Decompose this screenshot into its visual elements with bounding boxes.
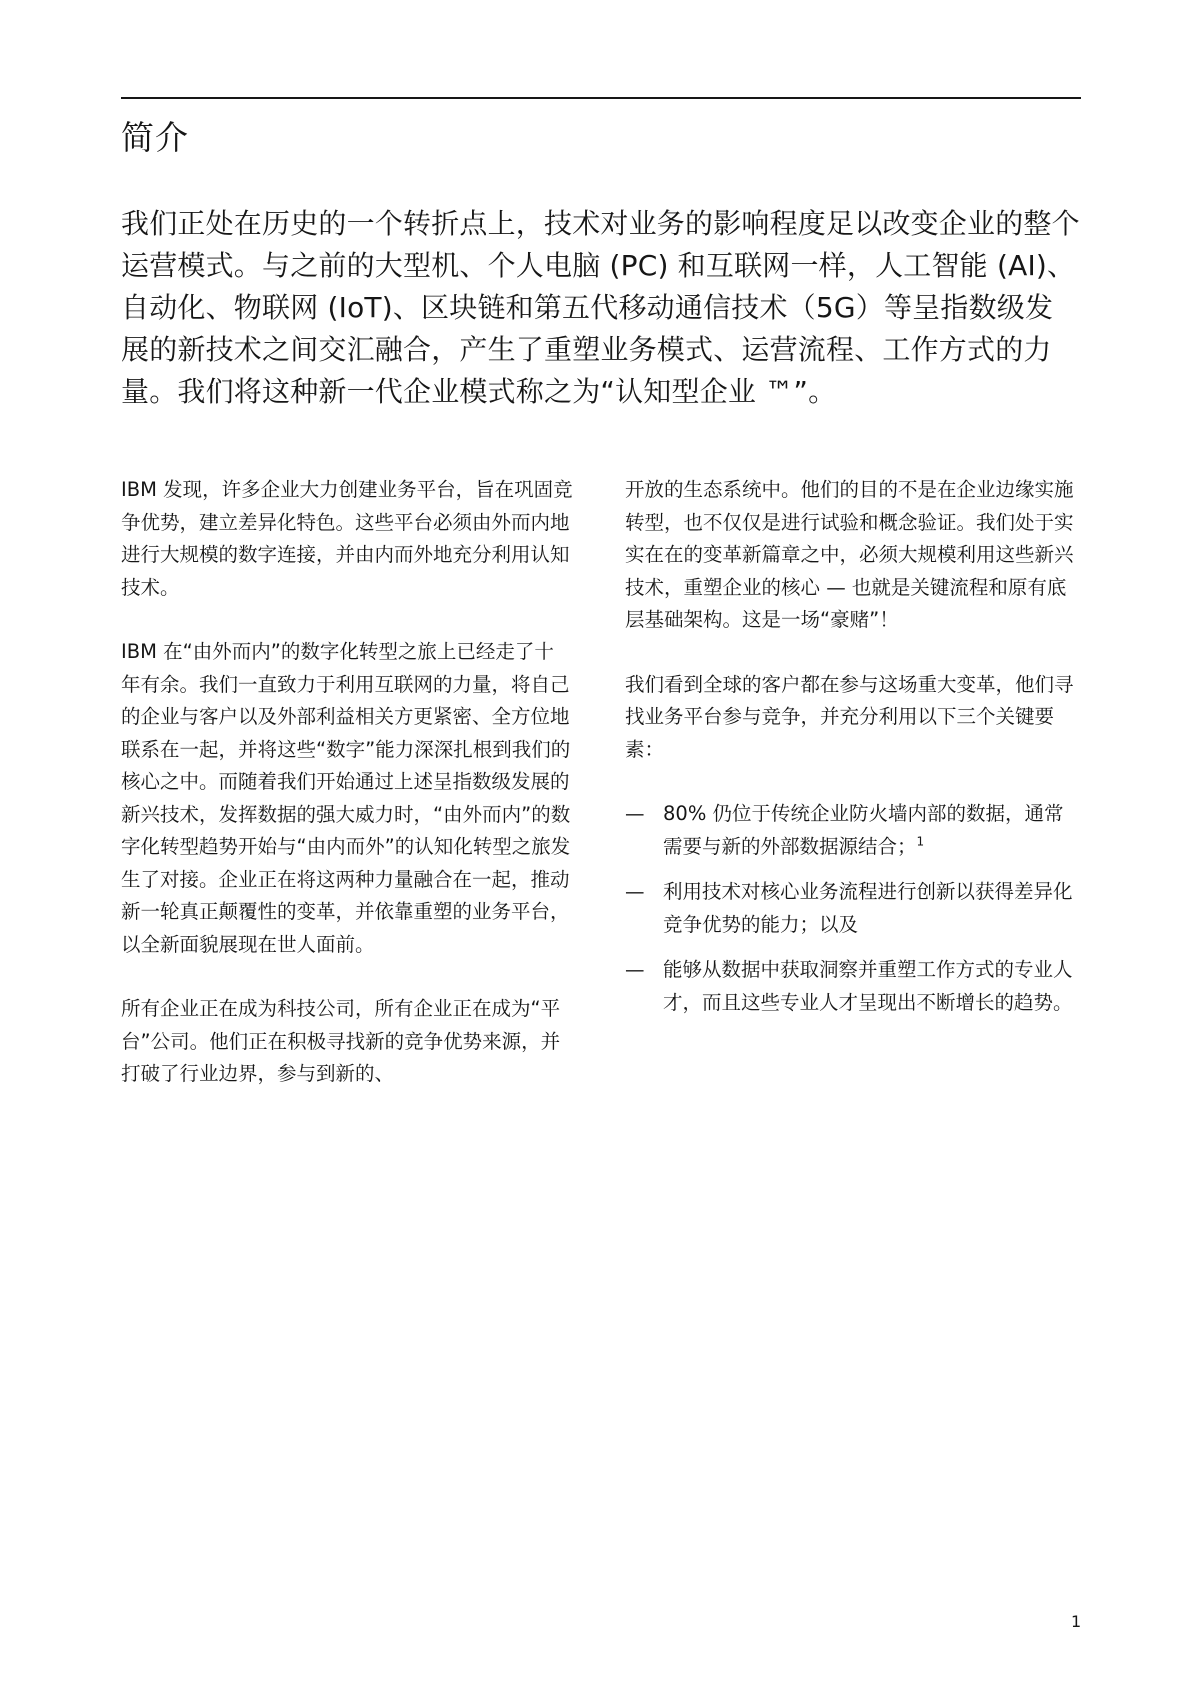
list-item [625,954,1077,1019]
list-item-text: 利用技术对核心业务流程进行创新以获得差异化竞争优势的能力；以及 [663,880,1073,936]
top-divider [121,97,1081,99]
body-paragraph: 我们看到全球的客户都在参与这场重大变革，他们寻找业务平台参与竞争，并充分利用以下三个关键要素： [625,672,1074,761]
right-column [625,474,1077,1032]
left-column [121,474,573,1123]
body-paragraph: 开放的生态系统中。他们的目的不是在企业边缘实施转型，也不仅仅是进行试验和概念验证。我们处于实实在在的变革新篇章之中，必须大规模利用这些新兴技术，重塑企业的核心 — 也就是关键流程和原有底层基础架构。这是一场“豪赌”！ [625,478,1074,631]
list-item [625,798,1077,863]
body-paragraph: IBM 在“由外而内”的数字化转型之旅上已经走了十年有余。我们一直致力于利用互联网的力量，将自己的企业与客户以及外部利益相关方更紧密、全方位地联系在一起，并将这些“数字”能力深深扎根到我们的核心之中。而随着我们开始通过上述呈指数级发展的新兴技术，发挥数据的强大威力时，“由外而内”的数字化转型趋势开始与“由内而外”的认知化转型之旅发生了对接。企业正在将这两种力量融合在一起，推动新一轮真正颠覆性的变革，并依靠重塑的业务平台，以全新面貌展现在世人面前。 [121,640,571,956]
page-title: 简介 [121,118,189,157]
page-number: 1 [1071,1612,1082,1631]
list-item [625,876,1077,941]
footnote-reference[interactable]: 1 [916,834,925,848]
lead-paragraph: 我们正处在历史的一个转折点上，技术对业务的影响程度足以改变企业的整个运营模式。与之前的大型机、个人电脑 (PC) 和互联网一样，人工智能 (AI)、自动化、物联网 (IoT)、区块链和第五代移动通信技术（5G）等呈指数级发展的新技术之间交汇融合，产生了重塑业务模式、运营流程、工作方式的力量。我们将这种新一代企业模式称之为“认知型企业 ™”。 [121,207,1080,408]
bullet-dash: — [625,958,645,981]
key-elements-list [625,798,1077,1019]
body-paragraph: IBM 发现，许多企业大力创建业务平台，旨在巩固竞争优势，建立差异化特色。这些平台必须由外而内地进行大规模的数字连接，并由内而外地充分利用认知技术。 [121,478,573,599]
body-paragraph: 所有企业正在成为科技公司，所有企业正在成为“平台”公司。他们正在积极寻找新的竞争优势来源，并打破了行业边界，参与到新的、 [121,997,561,1085]
list-item-text: 能够从数据中获取洞察并重塑工作方式的专业人才，而且这些专业人才呈现出不断增长的趋势。 [663,958,1073,1014]
list-item-text: 80% 仍位于传统企业防火墙内部的数据，通常需要与新的外部数据源结合； [663,802,1064,858]
bullet-dash: — [625,802,645,825]
bullet-dash: — [625,880,645,903]
